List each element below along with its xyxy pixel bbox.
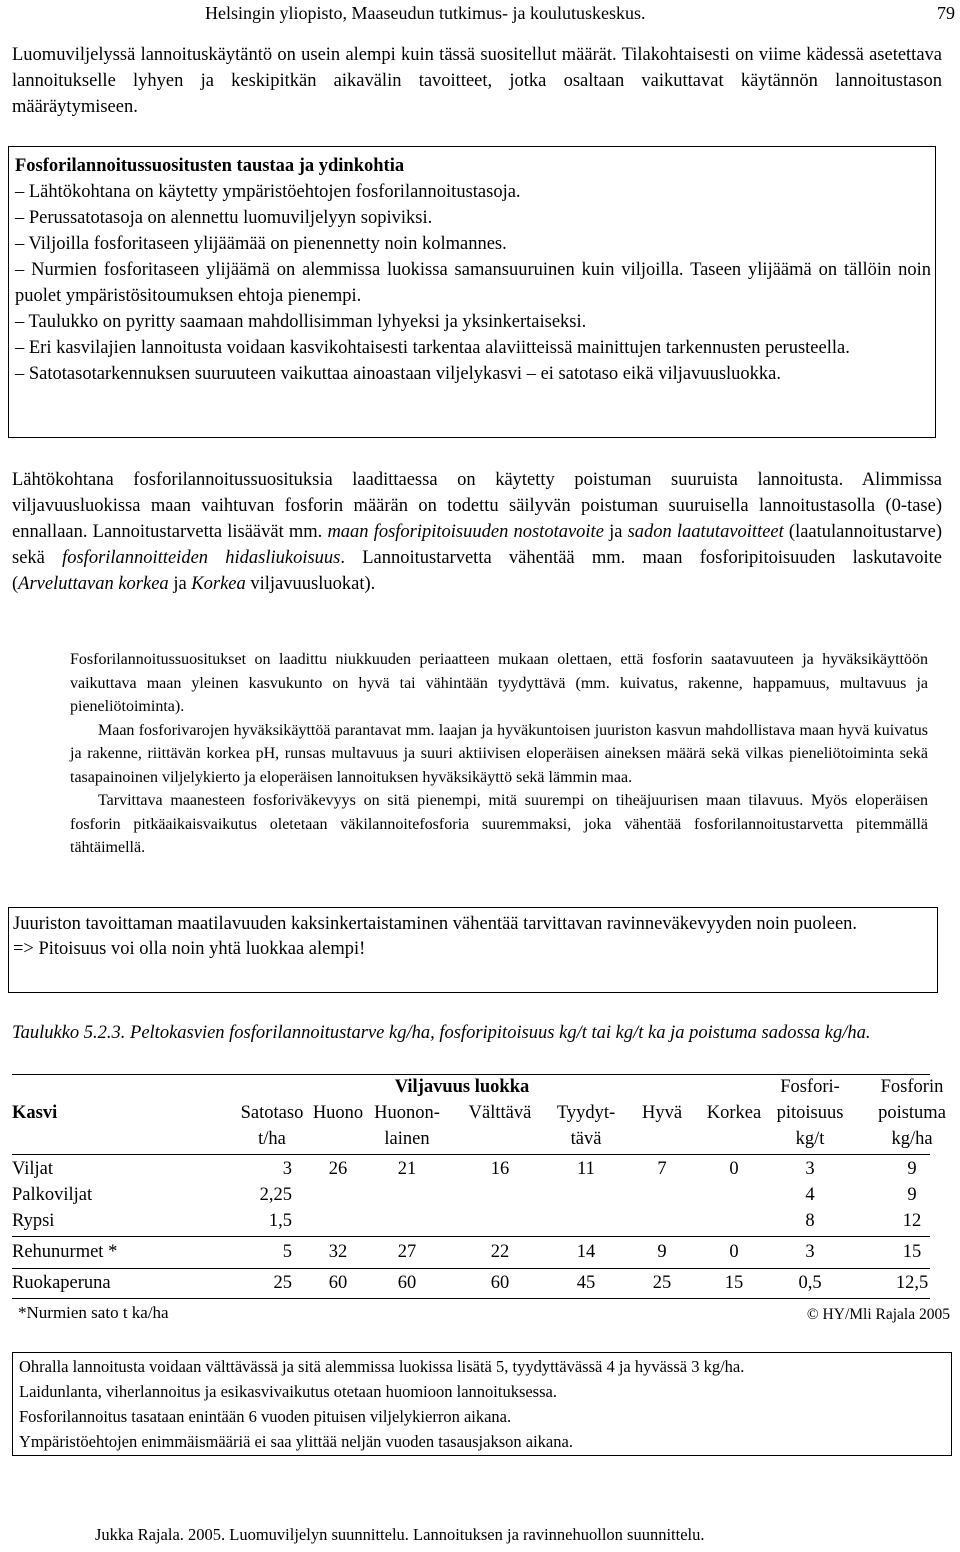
table-rule xyxy=(12,1298,930,1299)
table-rule xyxy=(12,1236,930,1237)
italic-term: fosforilannoitteiden hidasliukoisuus xyxy=(62,548,341,568)
cell-valttava: 16 xyxy=(490,1159,510,1179)
page-footer: Jukka Rajala. 2005. Luomuviljelyn suunnittelu. Lannoituksen ja ravinnehuollon suunnittelu. xyxy=(95,1525,705,1544)
cell-pitoisuus: 8 xyxy=(805,1211,815,1231)
col-tyydyttava-h2: tävä xyxy=(570,1129,602,1149)
cell-satotaso: 25 xyxy=(273,1273,292,1293)
cell-hyva: 9 xyxy=(657,1242,667,1262)
cell-kasvi: Rehunurmet * xyxy=(12,1242,118,1262)
key-points-title: Fosforilannoitussuositusten taustaa ja ydinkohtia xyxy=(15,156,405,176)
note-line: Ympäristöehtojen enimmäismääriä ei saa ylittää neljän vuoden tasausjakson aikana. xyxy=(19,1432,573,1451)
cell-pitoisuus: 0,5 xyxy=(798,1273,822,1293)
header-institution: Helsingin yliopisto, Maaseudun tutkimus- ja koulutuskeskus. xyxy=(205,3,646,23)
cell-kasvi: Palkoviljat xyxy=(12,1185,93,1205)
cell-huononlainen: 21 xyxy=(397,1159,417,1179)
col-kasvi: Kasvi xyxy=(12,1103,58,1123)
cell-satotaso: 5 xyxy=(282,1242,292,1262)
key-point: – Satotasotarkennuksen suuruuteen vaikuttaa ainoastaan viljelykasvi – ei satotaso eikä viljavuusluokka. xyxy=(15,364,782,384)
col-poistuma-h3: kg/ha xyxy=(891,1129,933,1149)
cell-tyydyttava: 11 xyxy=(577,1159,595,1179)
cell-hyva: 7 xyxy=(657,1159,667,1179)
col-tyydyttava-h1: Tyydyt- xyxy=(556,1103,616,1123)
text-run: . Lannoitustarvetta vähentää mm. maan fosforipitoisuuden laskutavoite ( xyxy=(12,548,943,594)
col-huono: Huono xyxy=(312,1103,364,1123)
col-huononlainen-h2: lainen xyxy=(384,1129,430,1149)
col-huononlainen-h1: Huonon- xyxy=(374,1103,440,1123)
table-caption: Taulukko 5.2.3. Peltokasvien fosforilannoitustarve kg/ha, fosforipitoisuus kg/t tai kg/t ka ja poistuma sadossa kg/ha. xyxy=(12,1023,871,1043)
col-hyva: Hyvä xyxy=(641,1103,683,1123)
cell-pitoisuus: 4 xyxy=(805,1185,815,1205)
note-line: Laidunlanta, viherlannoitus ja esikasvivaikutus otetaan huomioon lannoituksessa. xyxy=(19,1382,557,1401)
cell-huononlainen: 60 xyxy=(397,1273,417,1293)
key-point: – Nurmien fosforitaseen ylijäämä on alemmissa luokissa samansuuruinen kuin viljoilla. Taseen ylijäämä on tällöin noin puolet ympäristösitoumuksen ehtoja pienempi. xyxy=(15,260,931,306)
cell-poistuma: 12 xyxy=(902,1211,922,1231)
group-header: Viljavuus luokka xyxy=(394,1077,530,1097)
page-number: 79 xyxy=(937,3,955,23)
intro-paragraph: Luomuviljelyssä lannoituskäytäntö on usein alempi kuin tässä suositellut määrät. Tilakohtaisesti on viime kädessä asetettava lannoitukselle lyhyen ja keskipitkän aikavälin tavoitteet, jotka osaltaan vaikuttavat käytännön lannoitustason määräytymiseen. xyxy=(12,45,942,117)
table-rule xyxy=(12,1154,930,1155)
col-pitoisuus-h2: pitoisuus xyxy=(776,1103,844,1123)
cell-huononlainen: 27 xyxy=(397,1242,417,1262)
col-korkea: Korkea xyxy=(706,1103,762,1123)
root-volume-box xyxy=(8,907,938,993)
cell-satotaso: 2,25 xyxy=(259,1185,292,1205)
cell-valttava: 22 xyxy=(490,1242,510,1262)
cell-huono: 60 xyxy=(328,1273,348,1293)
cell-korkea: 15 xyxy=(724,1273,744,1293)
italic-term: Korkea xyxy=(191,574,246,594)
col-poistuma-h2: poistuma xyxy=(878,1103,946,1123)
root-volume-conclusion: => Pitoisuus voi olla noin yhtä luokkaa alempi! xyxy=(13,939,366,959)
cell-valttava: 60 xyxy=(490,1273,510,1293)
page-header xyxy=(205,0,955,26)
cell-huono: 26 xyxy=(328,1159,348,1179)
col-satotaso-h2: t/ha xyxy=(258,1129,286,1149)
cell-kasvi: Ruokaperuna xyxy=(12,1273,111,1293)
small-paragraph: Maan fosforivarojen hyväksikäyttöä parantavat mm. laajan ja hyväkuntoisen juuriston kasvun mahdollistava maan hyvä kuivatus ja rakenne, riittävän korkea pH, runsas multavuus ja suuri aktiivisen eloperäisen aineksen määrä sekä vilkas pieneliötoiminta sekä tasapainoinen viljelykierto ja eloperäisen lannoituksen hyväksikäyttö sekä lämmin maa. xyxy=(70,721,928,786)
small-paragraph: Fosforilannoitussuositukset on laadittu niukkuuden periaatteen mukaan olettaen, että fosforin saatavuuteen ja hyväksikäyttöön vaikuttava maan yleinen kasvukunto on hyvä tai vähintään tyydyttävä (mm. kuivatus, rakenne, happamuus, multavuus ja pieneliötoiminta). xyxy=(70,651,928,715)
small-paragraph: Tarvittava maanesteen fosforiväkevyys on sitä pienempi, mitä suurempi on tiheäjuurisen maan tilavuus. Myös eloperäisen fosforin pitkäaikaisvaikutus oletetaan väkilannoitefosforia suuremmaksi, joka vähentää fosforilannoitustarvetta pitemmällä tähtäimellä. xyxy=(70,792,928,856)
phosphorus-table xyxy=(12,1072,952,1300)
cell-korkea: 0 xyxy=(729,1242,739,1262)
key-point: – Perussatotasoja on alennettu luomuviljelyyn sopiviksi. xyxy=(15,208,433,228)
table-footnote: *Nurmien sato t ka/ha xyxy=(18,1303,169,1322)
col-poistuma-h1: Fosforin xyxy=(880,1077,944,1097)
italic-term: sadon laatutavoitteet xyxy=(627,522,784,542)
cell-poistuma: 9 xyxy=(907,1159,917,1179)
cell-korkea: 0 xyxy=(729,1159,739,1179)
key-points-box xyxy=(8,146,936,438)
cell-huono: 32 xyxy=(328,1242,348,1262)
text-run: viljavuusluokat). xyxy=(245,574,376,594)
italic-term: Arveluttavan korkea xyxy=(18,574,169,594)
table-rule xyxy=(12,1268,930,1269)
cell-hyva: 25 xyxy=(652,1273,672,1293)
key-point: – Viljoilla fosforitaseen ylijäämää on pienennetty noin kolmannes. xyxy=(15,234,507,254)
cell-tyydyttava: 45 xyxy=(576,1273,596,1293)
note-line: Fosforilannoitus tasataan enintään 6 vuoden pituisen viljelykierron aikana. xyxy=(19,1407,512,1426)
key-point: – Lähtökohtana on käytetty ympäristöehtojen fosforilannoitustasoja. xyxy=(15,182,521,202)
text-run: ja xyxy=(603,522,628,542)
col-valttava: Välttävä xyxy=(468,1103,532,1123)
basis-paragraph xyxy=(12,467,942,597)
col-pitoisuus-h3: kg/t xyxy=(795,1129,825,1149)
small-text-section xyxy=(70,648,928,860)
notes-box xyxy=(12,1352,952,1456)
cell-poistuma: 15 xyxy=(902,1242,922,1262)
col-pitoisuus-h1: Fosfori- xyxy=(780,1077,840,1097)
italic-term: maan fosforipitoisuuden nostotavoite xyxy=(327,522,604,542)
cell-satotaso: 1,5 xyxy=(268,1211,292,1231)
root-volume-line: Juuriston tavoittaman maatilavuuden kaksinkertaistaminen vähentää tarvittavan ravinneväkevyyden noin puoleen. xyxy=(13,914,858,934)
key-point: – Eri kasvilajien lannoitusta voidaan kasvikohtaisesti tarkentaa alaviitteissä mainittujen tarkennusten perusteella. xyxy=(15,338,850,358)
col-satotaso-h1: Satotaso xyxy=(240,1103,304,1123)
key-point: – Taulukko on pyritty saamaan mahdollisimman lyhyeksi ja yksinkertaiseksi. xyxy=(15,312,587,332)
text-run: Lähtökohtana fosforilannoitussuosituksia laadittaessa on käytetty poistuman suuruista lannoitusta. Alimmissa viljavuusluokissa maan vaihtuvan fosforin määrän on todettu säilyvän poistuman suuruisella lannoitustasolla (0-tase) ennallaan. Lannoitustarvetta lisäävät mm. xyxy=(12,470,942,542)
cell-kasvi: Rypsi xyxy=(12,1211,55,1231)
cell-poistuma: 9 xyxy=(907,1185,917,1205)
copyright-note: © HY/Mli Rajala 2005 xyxy=(806,1306,950,1323)
cell-poistuma: 12,5 xyxy=(895,1273,929,1293)
cell-pitoisuus: 3 xyxy=(805,1159,815,1179)
cell-kasvi: Viljat xyxy=(12,1159,54,1179)
cell-pitoisuus: 3 xyxy=(805,1242,815,1262)
note-line: Ohralla lannoitusta voidaan välttävässä ja sitä alemmissa luokissa lisätä 5, tyydyttävässä 4 ja hyvässä 3 kg/ha. xyxy=(19,1357,745,1376)
text-run: ja xyxy=(168,574,192,594)
text-run: (laatulannoitustarve) sekä xyxy=(12,522,943,568)
cell-tyydyttava: 14 xyxy=(576,1242,596,1262)
cell-satotaso: 3 xyxy=(282,1159,292,1179)
